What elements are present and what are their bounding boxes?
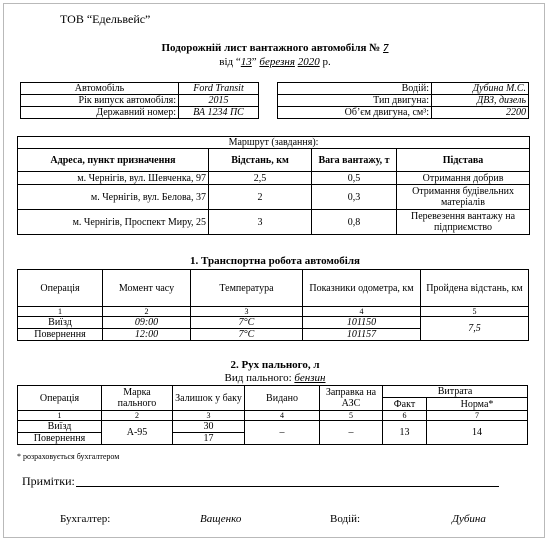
engine-value: ДВЗ, дизель [432,95,529,107]
transport-temp: 7°C [191,317,303,329]
transport-operation: Повернення [18,329,103,341]
transport-header-distance: Пройдена відстань, км [421,270,529,307]
transport-table [17,269,529,341]
route-basis: Отримання добрив [397,172,530,185]
transport-title: 1. Транспортна робота автомобіля [190,255,360,267]
volume-label: Об’єм двигуна, см³: [278,107,432,119]
column-number: 5 [320,411,383,421]
driver-signature: Дубина [452,513,486,525]
column-number: 5 [421,307,529,317]
transport-header-operation: Операція [18,270,103,307]
transport-header-temp: Температура [191,270,303,307]
fuel-header-balance: Залишок у баку [173,386,245,411]
column-number: 4 [245,411,320,421]
document-date [0,56,550,68]
transport-header-odometer: Показники одометра, км [303,270,421,307]
vehicle-table [20,82,259,119]
route-row [18,210,530,235]
transport-odometer: 101157 [303,329,421,341]
route-weight: 0,8 [312,210,397,235]
route-header-basis: Підстава [397,149,530,172]
fuel-station: – [320,421,383,445]
fuel-balance: 17 [173,433,245,445]
company-name: ТОВ “Едельвейс” [60,12,151,26]
fuel-row [18,421,528,433]
column-number: 1 [18,307,103,317]
driver-sign-label: Водій: [330,513,361,525]
route-distance: 2,5 [209,172,312,185]
fuel-operation: Виїзд [18,421,102,433]
route-header-weight: Вага вантажу, т [312,149,397,172]
route-title: Маршрут (завдання): [18,137,530,149]
route-distance: 3 [209,210,312,235]
fuel-balance: 30 [173,421,245,433]
transport-time: 09:00 [103,317,191,329]
transport-temp: 7°C [191,329,303,341]
column-number: 2 [103,307,191,317]
fuel-norm: 14 [427,421,528,445]
route-weight: 0,3 [312,185,397,210]
date-day: 13 [240,56,252,68]
column-number: 1 [18,411,102,421]
driver-label: Водій: [278,83,432,95]
route-header-distance: Відстань, км [209,149,312,172]
fuel-type-label: Вид пального: [224,372,295,384]
fuel-table [17,385,528,445]
engine-label: Тип двигуна: [278,95,432,107]
date-mid: ” [251,56,260,68]
fuel-header-station: Заправка на АЗС [320,386,383,411]
route-address: м. Чернігів, вул. Белова, 37 [18,185,209,210]
transport-odometer: 101150 [303,317,421,329]
date-year: 2020 [297,56,320,68]
fuel-fact: 13 [383,421,427,445]
car-label: Автомобіль [21,83,179,95]
date-suffix: р. [319,56,331,68]
route-distance: 2 [209,185,312,210]
fuel-type [0,372,550,384]
route-address: м. Чернігів, вул. Шевченка, 97 [18,172,209,185]
route-weight: 0,5 [312,172,397,185]
plate-label: Державний номер: [21,107,179,119]
notes-line[interactable] [76,486,499,487]
year-label: Рік випуск автомобіля: [21,95,179,107]
fuel-brand: А-95 [102,421,173,445]
fuel-header-brand: Марка пального [102,386,173,411]
transport-row [18,317,529,329]
route-row [18,172,530,185]
transport-operation: Виїзд [18,317,103,329]
column-number: 3 [173,411,245,421]
fuel-header-fact: Факт [383,398,427,411]
fuel-header-operation: Операція [18,386,102,411]
fuel-operation: Повернення [18,433,102,445]
driver-value: Дубина М.С. [432,83,529,95]
fuel-header-issued: Видано [245,386,320,411]
route-header-address: Адреса, пункт призначення [18,149,209,172]
title-text: Подорожній лист вантажного автомобіля № [161,42,381,54]
route-table [17,136,530,235]
transport-header-time: Момент часу [103,270,191,307]
year-value: 2015 [179,95,259,107]
fuel-footnote: * розраховується бухгалтером [17,452,120,461]
route-basis: Отримання будівельних матеріалів [397,185,530,210]
driver-table [277,82,529,119]
column-number: 3 [191,307,303,317]
column-number: 4 [303,307,421,317]
accountant-signature: Ващенко [200,513,242,525]
column-number: 7 [427,411,528,421]
accountant-label: Бухгалтер: [60,513,111,525]
column-number: 6 [383,411,427,421]
route-basis: Перевезення вантажу на підприємство [397,210,530,235]
fuel-title: 2. Рух пального, л [230,359,320,371]
route-row [18,185,530,210]
date-prefix: від “ [219,56,241,68]
transport-distance-value: 7,5 [421,317,529,341]
transport-time: 12:00 [103,329,191,341]
car-value: Ford Transit [179,83,259,95]
plate-value: ВА 1234 ПС [179,107,259,119]
fuel-header-norm: Норма* [427,398,528,411]
document-title [0,42,550,54]
fuel-header-consumption: Витрата [383,386,528,398]
volume-value: 2200 [432,107,529,119]
title-number: 7 [383,42,389,54]
fuel-issued: – [245,421,320,445]
date-month: березня [259,56,295,68]
route-address: м. Чернігів, Проспект Миру, 25 [18,210,209,235]
column-number: 2 [102,411,173,421]
fuel-type-value: бензин [294,372,326,384]
notes-label: Примітки: [22,474,75,488]
